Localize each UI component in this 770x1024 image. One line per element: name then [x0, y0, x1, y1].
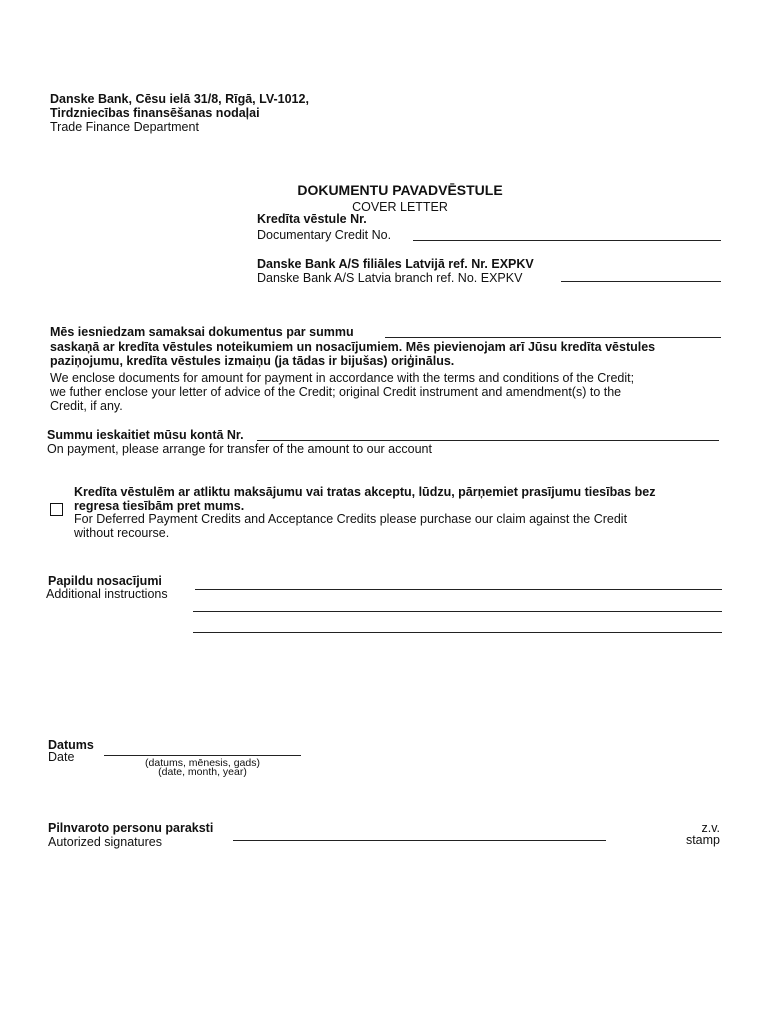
additional-label-en: Additional instructions [46, 587, 168, 601]
additional-line-1[interactable] [195, 589, 722, 590]
date-hint-lv: (datums, mēnesis, gads) [145, 757, 260, 769]
credit-no-field[interactable] [413, 240, 721, 241]
credit-no-label-en: Documentary Credit No. [257, 228, 392, 242]
amount-text-lv-1: saskaņā ar kredīta vēstules noteikumiem un nosacījumiem. Mēs pievienojam arī Jūsu kredīta vēstules [50, 340, 656, 354]
deferred-text-lv-1: Kredīta vēstulēm ar atliktu maksājumu vai tratas akceptu, lūdzu, pārņemiet prasījumu tiesības bez [74, 485, 656, 499]
account-label-en: On payment, please arrange for transfer of the amount to our account [47, 442, 432, 456]
amount-text-en-3: Credit, if any. [50, 399, 123, 413]
credit-no-label-lv: Kredīta vēstule Nr. [257, 212, 367, 226]
branch-ref-field[interactable] [561, 281, 721, 282]
additional-line-2[interactable] [193, 611, 722, 612]
stamp-label-en: stamp [685, 833, 720, 847]
stamp-label-lv: z.v. [701, 821, 720, 835]
deferred-text-en-1: For Deferred Payment Credits and Acceptance Credits please purchase our claim against the Credit [74, 512, 628, 526]
page-subtitle: COVER LETTER [352, 200, 448, 214]
deferred-checkbox[interactable] [50, 503, 63, 516]
date-label-lv: Datums [48, 738, 94, 752]
signature-field[interactable] [233, 840, 606, 841]
branch-ref-label-lv: Danske Bank A/S filiāles Latvijā ref. Nr. EXPKV [257, 257, 534, 271]
amount-text-en-2: we futher enclose your letter of advice of the Credit; original Credit instrument and amendment(s) to the [50, 385, 622, 399]
deferred-text-lv-2: regresa tiesībām pret mums. [74, 499, 245, 513]
deferred-text-en-2: without recourse. [74, 526, 170, 540]
date-hint-en: (date, month, year) [158, 766, 247, 778]
amount-text-en-1: We enclose documents for amount for payment in accordance with the terms and conditions of the Credit; [50, 371, 635, 385]
account-field[interactable] [257, 440, 719, 441]
department-lv: Tirdzniecības finansēšanas nodaļai [50, 106, 260, 120]
amount-field[interactable] [385, 337, 721, 338]
date-label-en: Date [48, 750, 75, 764]
bank-address: Danske Bank, Cēsu ielā 31/8, Rīgā, LV-1012, [50, 92, 309, 106]
page-title: DOKUMENTU PAVADVĒSTULE [297, 182, 503, 198]
account-label-lv: Summu ieskaitiet mūsu kontā Nr. [47, 428, 244, 442]
branch-ref-label-en: Danske Bank A/S Latvia branch ref. No. EXPKV [257, 271, 523, 285]
date-field[interactable] [104, 755, 301, 756]
department-en: Trade Finance Department [50, 120, 199, 134]
additional-label-lv: Papildu nosacījumi [48, 574, 162, 588]
amount-text-lv-2: paziņojumu, kredīta vēstules izmaiņu (ja tādas ir bijušas) oriģinālus. [50, 354, 455, 368]
signatures-label-lv: Pilnvaroto personu paraksti [48, 821, 214, 835]
amount-label-lv: Mēs iesniedzam samaksai dokumentus par summu [50, 325, 354, 339]
additional-line-3[interactable] [193, 632, 722, 633]
signatures-label-en: Autorized signatures [48, 835, 162, 849]
